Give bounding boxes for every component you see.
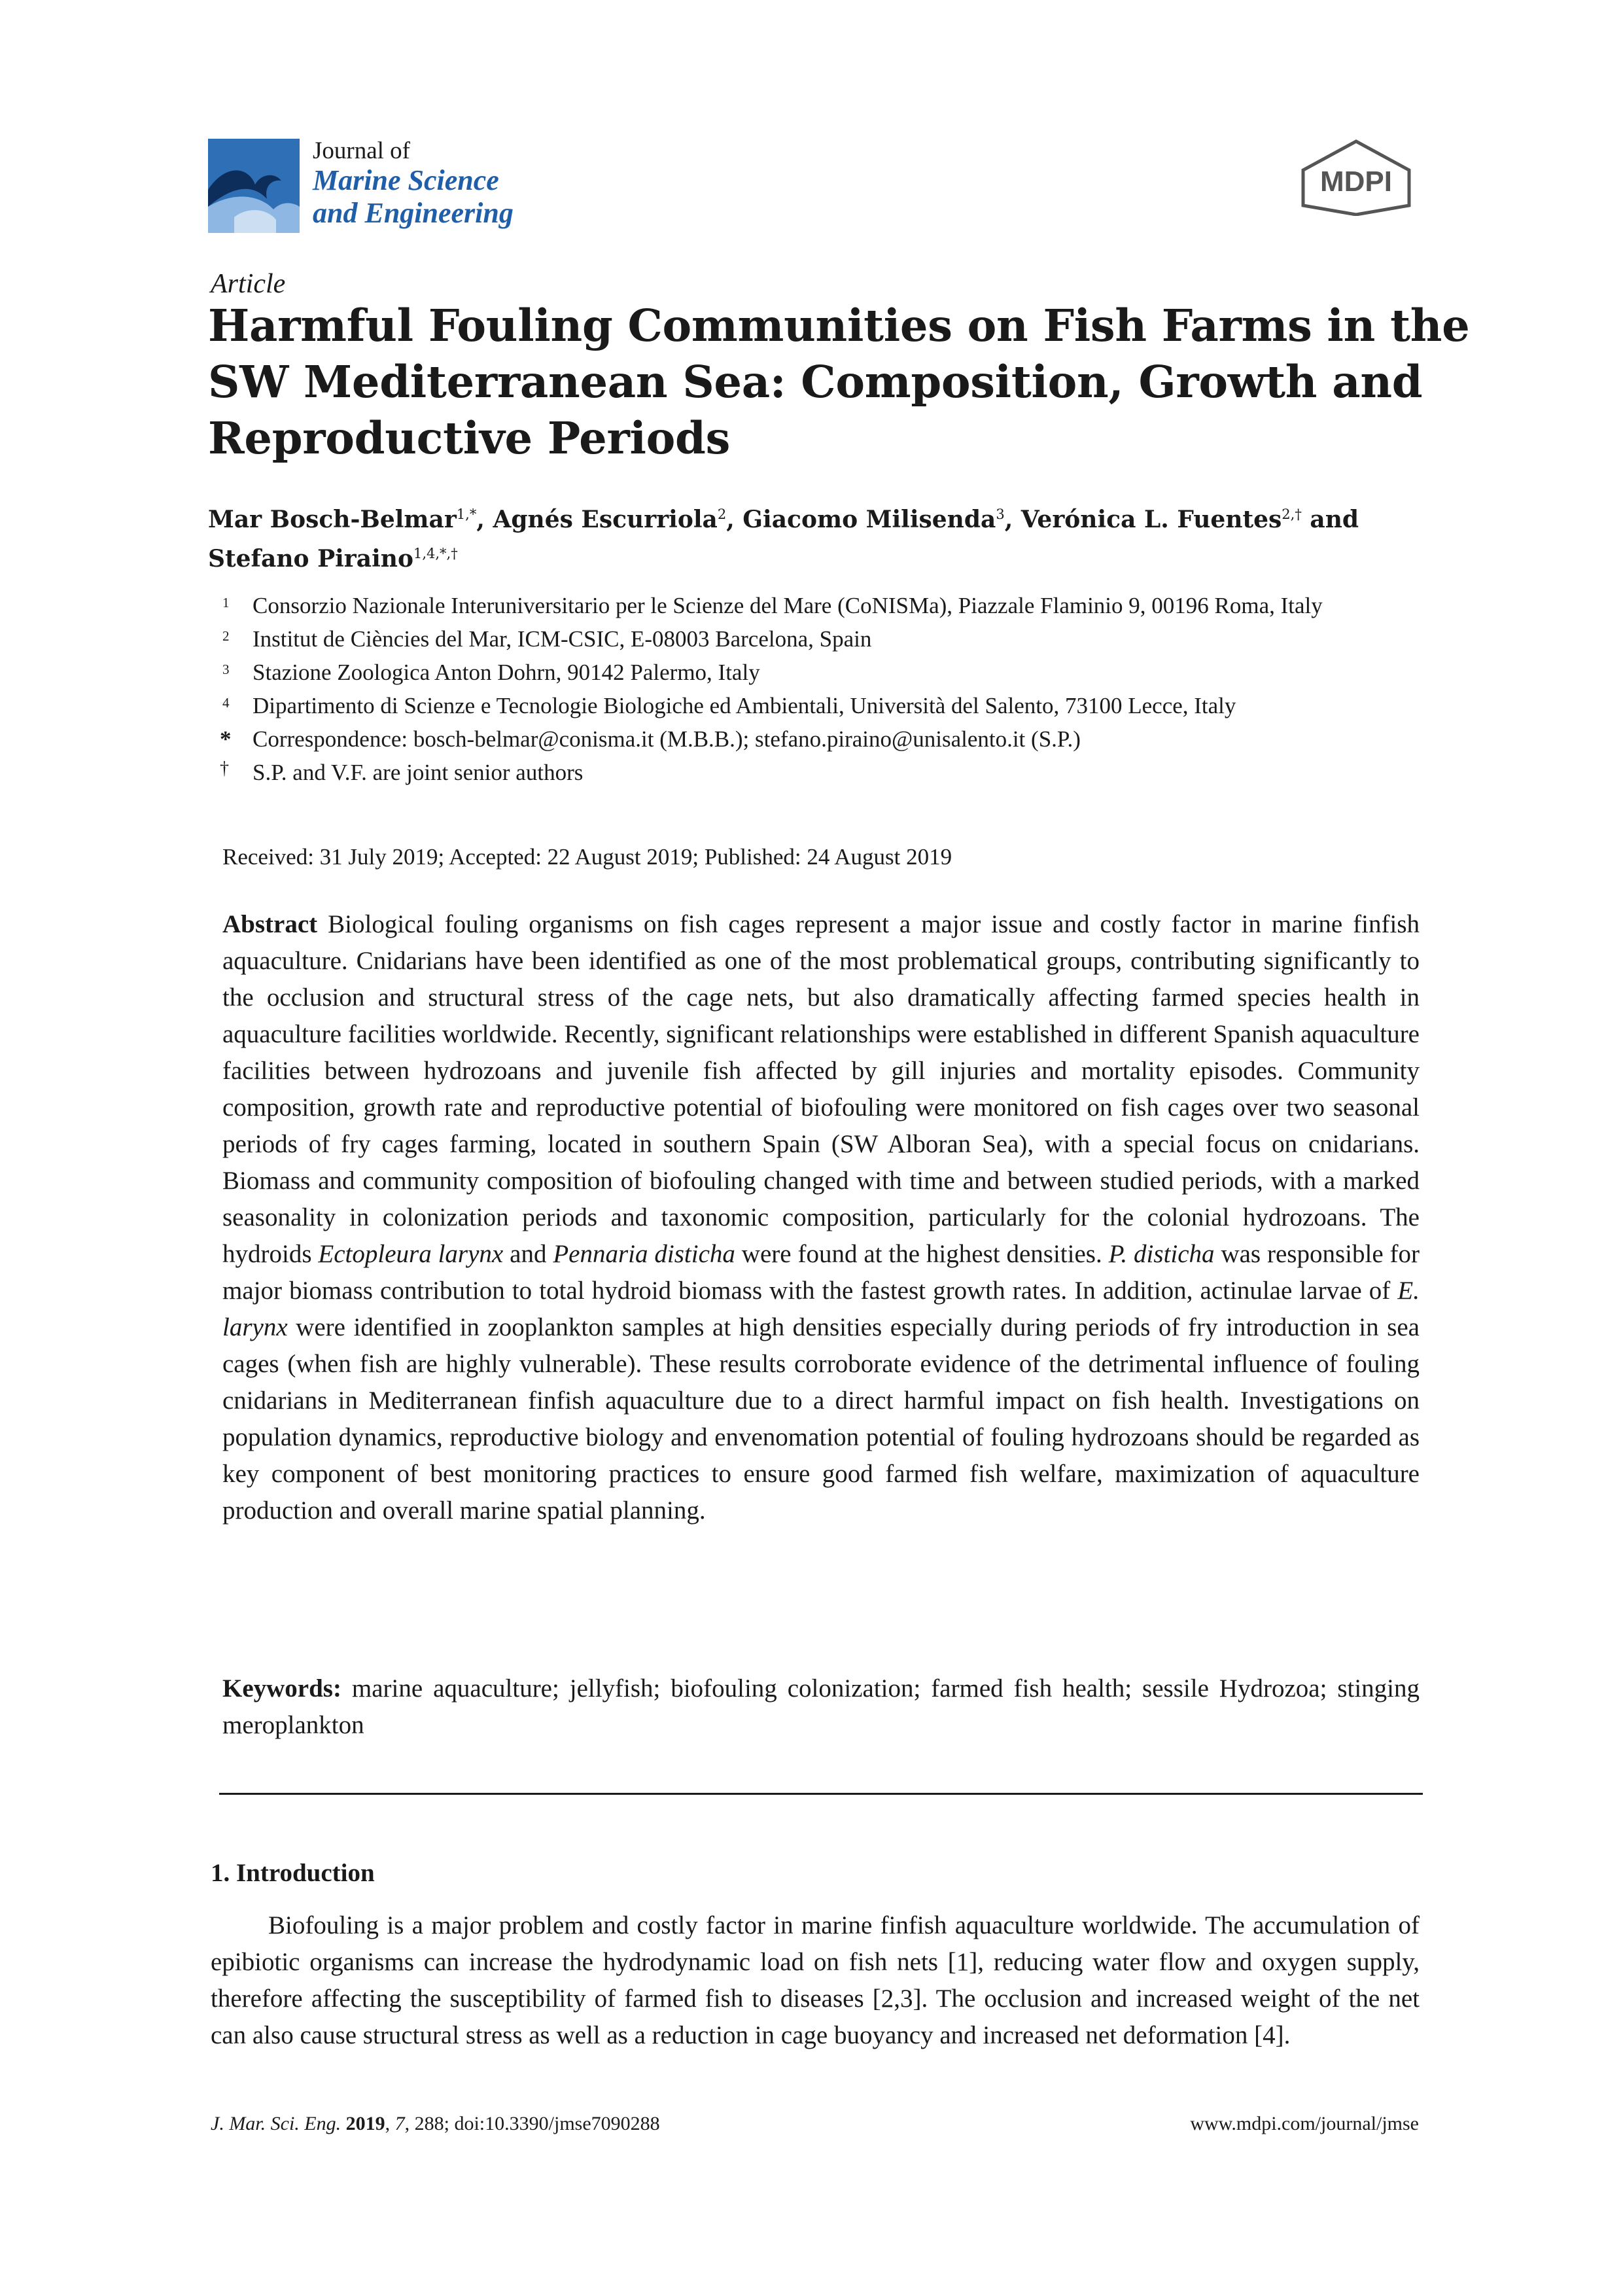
affiliation-mark: 2 bbox=[222, 628, 230, 644]
title-line: SW Mediterranean Sea: Composition, Growth and bbox=[208, 356, 1423, 408]
mdpi-logo-text: MDPI bbox=[1320, 166, 1392, 198]
author-list bbox=[208, 497, 1418, 576]
author-separator: , bbox=[1004, 506, 1021, 533]
footer-url: www.mdpi.com/journal/jmse bbox=[1190, 2113, 1419, 2134]
article-type: Article bbox=[211, 269, 286, 299]
footer-year: 2019 bbox=[345, 2113, 385, 2134]
affiliation-text: Stazione Zoologica Anton Dohrn, 90142 Palermo, Italy bbox=[253, 660, 760, 685]
footer-citation: J. Mar. Sci. Eng. 2019, 7, 288; doi:10.3390/jmse7090288 bbox=[211, 2113, 660, 2134]
section-divider bbox=[219, 1793, 1423, 1795]
correspondence-text: Correspondence: bosch-belmar@conisma.it (M.B.B.); stefano.piraino@unisalento.it (S.P.) bbox=[253, 726, 1081, 752]
footer-volume: 7 bbox=[394, 2113, 405, 2134]
species-name: Pennaria disticha bbox=[553, 1240, 735, 1268]
footer-journal-abbrev: J. Mar. Sci. Eng. bbox=[211, 2113, 341, 2134]
journal-of-text: Journal of bbox=[313, 137, 410, 164]
publication-dates: Received: 31 July 2019; Accepted: 22 August 2019; Published: 24 August 2019 bbox=[222, 844, 952, 870]
abstract bbox=[222, 906, 1420, 1529]
species-name: P. disticha bbox=[1108, 1240, 1215, 1268]
correspondence-mark: * bbox=[220, 726, 232, 752]
author-separator: and bbox=[1301, 506, 1359, 533]
joint-author-text: S.P. and V.F. are joint senior authors bbox=[253, 760, 584, 785]
keywords bbox=[222, 1670, 1420, 1744]
affiliation-mark: 3 bbox=[222, 662, 230, 677]
affiliation-item bbox=[211, 622, 1440, 656]
abstract-text: were found at the highest densities. bbox=[735, 1240, 1109, 1268]
footer-doi: , 288; doi:10.3390/jmse7090288 bbox=[404, 2113, 660, 2134]
abstract-label: Abstract bbox=[222, 910, 318, 938]
author-affil-sup: 2,† bbox=[1282, 506, 1302, 522]
mdpi-logo-icon bbox=[1294, 137, 1418, 216]
abstract-text: was responsible for major biomass contribution to total hydroid biomass with the fastest growth rates. In addition, actinulae larvae of bbox=[222, 1240, 1420, 1305]
author-name: Agnés Escurriola bbox=[493, 506, 718, 533]
keywords-label: Keywords: bbox=[222, 1674, 341, 1703]
abstract-text: were identified in zooplankton samples at high densities especially during periods of fry introduction in sea cages (when fish are highly vulnerable). These results corroborate evidence of the detrimental influence of fouling cnidarians in Mediterranean finfish aquaculture due to a direct harmful impact on fish health. Investigations on population dynamics, reproductive biology and envenomation potential of fouling hydrozoans should be regarded as key component of best monitoring practices to ensure good farmed fish welfare, maximization of aquaculture production and overall marine spatial planning. bbox=[222, 1313, 1420, 1525]
author-name: Mar Bosch-Belmar bbox=[208, 506, 457, 533]
affiliation-text: Dipartimento di Scienze e Tecnologie Biologiche ed Ambientali, Università del Salento, 73100 Lecce, Italy bbox=[253, 693, 1236, 718]
joint-author-note bbox=[211, 756, 1440, 789]
journal-title-line1: Marine Science bbox=[313, 164, 499, 197]
author-separator: , bbox=[726, 506, 743, 533]
journal-logo-icon bbox=[208, 139, 300, 233]
author-separator: , bbox=[476, 506, 493, 533]
affiliation-mark: 1 bbox=[222, 595, 230, 610]
abstract-text: and bbox=[503, 1240, 553, 1268]
section-heading: 1. Introduction bbox=[211, 1859, 375, 1887]
affiliation-item bbox=[211, 656, 1440, 689]
author-name: Verónica L. Fuentes bbox=[1021, 506, 1282, 533]
dagger-mark: † bbox=[220, 758, 229, 779]
species-name: E. larynx bbox=[222, 1277, 1420, 1341]
journal-name bbox=[313, 137, 514, 229]
introduction-paragraph: Biofouling is a major problem and costly factor in marine finfish aquaculture worldwide. The accumulation of epibiotic organisms can increase the hydrodynamic load on fish nets [1], reducing water flow and oxygen supply, therefore affecting the susceptibility of farmed fish to diseases [2,3]. The occlusion and increased weight of the net can also cause structural stress as well as a reduction in cage buoyancy and increased net deformation [4]. bbox=[211, 1911, 1420, 2049]
author-affil-sup: 1,* bbox=[456, 506, 477, 522]
affiliations bbox=[211, 589, 1440, 789]
author-name: Stefano Piraino bbox=[208, 545, 413, 573]
affiliation-item bbox=[211, 689, 1440, 722]
affiliation-text: Consorzio Nazionale Interuniversitario per le Scienze del Mare (CoNISMa), Piazzale Flaminio 9, 00196 Roma, Italy bbox=[253, 593, 1323, 618]
correspondence-item bbox=[211, 722, 1440, 756]
affiliation-item bbox=[211, 589, 1440, 622]
journal-title-line2: and Engineering bbox=[313, 196, 514, 229]
author-affil-sup: 2 bbox=[717, 506, 727, 522]
abstract-text: Biological fouling organisms on fish cages represent a major issue and costly factor in marine finfish aquaculture. Cnidarians have been identified as one of the most problematical groups, contributing significantly to the occlusion and structural stress of the cage nets, but also dramatically affecting farmed species health in aquaculture facilities worldwide. Recently, significant relationships were established in different Spanish aquaculture facilities between hydrozoans and juvenile fish affected by gill injuries and mortality episodes. Community composition, growth rate and reproductive potential of biofouling were monitored on fish cages over two seasonal periods of fry cages farming, located in southern Spain (SW Alboran Sea), with a special focus on cnidarians. Biomass and community composition of biofouling changed with time and between studied periods, with a marked seasonality in colonization periods and taxonomic composition, particularly for the colonial hydrozoans. The hydroids bbox=[222, 910, 1420, 1268]
title-line: Harmful Fouling Communities on Fish Farms in the bbox=[208, 300, 1470, 351]
species-name: Ectopleura larynx bbox=[318, 1240, 504, 1268]
author-name: Giacomo Milisenda bbox=[742, 506, 996, 533]
title-line: Reproductive Periods bbox=[208, 412, 731, 464]
keywords-text: marine aquaculture; jellyfish; biofouling colonization; farmed fish health; sessile Hydrozoa; stinging meroplankton bbox=[222, 1674, 1420, 1739]
author-affil-sup: 3 bbox=[996, 506, 1005, 522]
affiliation-mark: 4 bbox=[222, 695, 230, 711]
author-affil-sup: 1,4,*,† bbox=[413, 546, 458, 561]
affiliation-text: Institut de Ciències del Mar, ICM-CSIC, E-08003 Barcelona, Spain bbox=[253, 626, 872, 652]
paper-title bbox=[208, 298, 1470, 467]
